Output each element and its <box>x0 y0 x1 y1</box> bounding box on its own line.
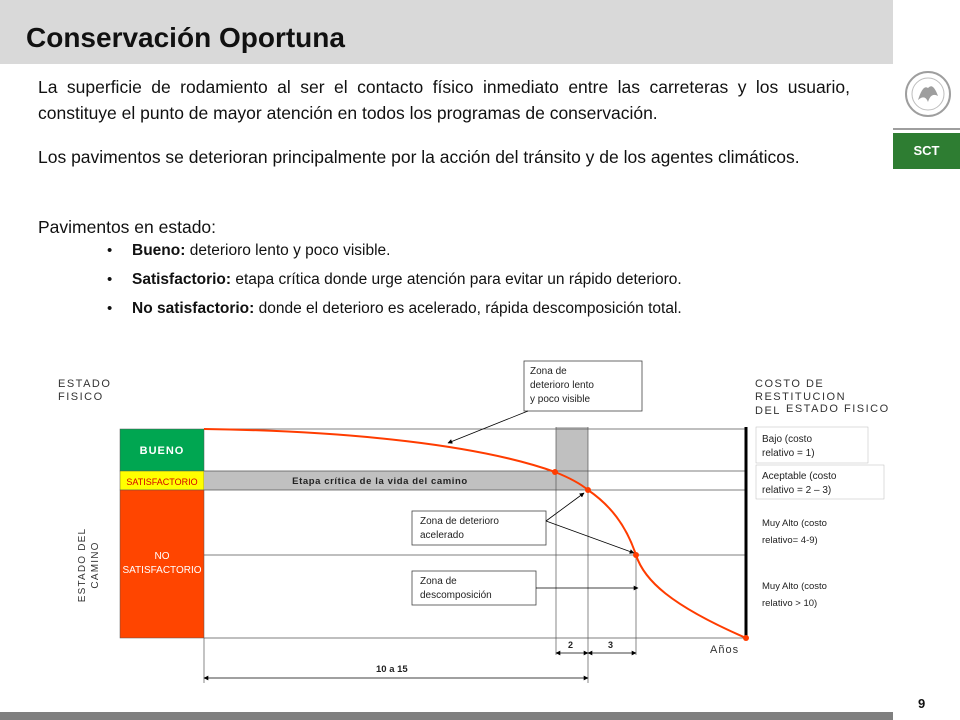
sct-logo: SCT <box>893 133 960 169</box>
callout-fast-arrow-2 <box>546 521 634 553</box>
page-title: Conservación Oportuna <box>26 22 345 53</box>
bullet-term: Bueno: <box>132 242 186 259</box>
critical-stage-label: Etapa crítica de la vida del camino <box>292 476 468 487</box>
paragraph-states: Pavimentos en estado: <box>38 217 217 237</box>
callout-slow-line3: y poco visible <box>530 394 591 405</box>
right-axis-title-4: ESTADO FISICO <box>786 403 890 415</box>
footer-bar <box>0 712 893 720</box>
bullet-no-satisfactorio <box>132 298 862 327</box>
eagle-seal-icon <box>903 66 953 126</box>
dim-label-10-15: 10 a 15 <box>376 664 408 675</box>
state-label-no-1: NO <box>154 551 170 562</box>
pavement-deterioration-diagram <box>50 355 910 685</box>
right-axis-title-1: COSTO DE <box>755 378 825 390</box>
cost-ok-line2: relativo = 2 – 3) <box>762 485 832 496</box>
left-axis-title-1: ESTADO <box>58 378 112 390</box>
bullet-satisfactorio <box>132 269 862 298</box>
right-axis-title-3: DEL <box>755 405 781 417</box>
cost-low-line1: Bajo (costo <box>762 434 813 445</box>
logo-divider <box>893 128 960 130</box>
page-number: 9 <box>918 696 926 711</box>
state-box-no-satisfactorio <box>120 490 204 638</box>
callout-fast-line2: acelerado <box>420 530 464 541</box>
callout-slow-line1: Zona de <box>530 366 567 377</box>
cost-ok-line1: Aceptable (costo <box>762 471 837 482</box>
curve-point <box>552 469 558 475</box>
curve-point <box>743 635 749 641</box>
cost-high-line1: Muy Alto (costo <box>762 518 827 529</box>
state-label-no-2: SATISFACTORIO <box>122 565 202 576</box>
callout-slow-line2: deterioro lento <box>530 380 594 391</box>
dim-label-3: 3 <box>608 640 614 650</box>
state-bullet-list <box>132 240 862 327</box>
bullet-term: No satisfactorio: <box>132 300 255 317</box>
bullet-term: Satisfactorio: <box>132 271 232 288</box>
bullet-text: etapa crítica donde urge atención para evitar un rápido deterioro. <box>231 271 682 288</box>
cost-low-line2: relativo = 1) <box>762 448 815 459</box>
bullet-text: donde el deterioro es acelerado, rápida descomposición total. <box>254 300 682 317</box>
vertical-label-1: ESTADO DEL <box>77 527 88 603</box>
paragraph-deterioration: Los pavimentos se deterioran principalmente por la acción del tránsito y de los agentes climáticos. <box>38 147 800 167</box>
vertical-label-2: CAMINO <box>90 541 101 589</box>
cost-vhigh-line2: relativo > 10) <box>762 598 818 609</box>
state-label-satisfactorio: SATISFACTORIO <box>126 477 198 487</box>
right-axis-title-2: RESTITUCION <box>755 391 847 403</box>
paragraph-surface: La superficie de rodamiento al ser el contacto físico inmediato entre las carreteras y los usuario, constituye el punto de mayor atención en todos los programas de conservación. <box>38 77 850 123</box>
callout-decomp-line1: Zona de <box>420 576 457 587</box>
years-label: Años <box>710 644 740 656</box>
cost-vhigh-line1: Muy Alto (costo <box>762 581 827 592</box>
cost-high-line2: relativo= 4-9) <box>762 535 818 546</box>
callout-decomp-line2: descomposición <box>420 590 492 601</box>
callout-fast-line1: Zona de deterioro <box>420 516 499 527</box>
dim-label-2: 2 <box>568 640 574 650</box>
bullet-bueno <box>132 240 862 269</box>
callout-fast-arrow-1 <box>546 493 584 521</box>
curve-point <box>585 487 591 493</box>
left-axis-title-2: FISICO <box>58 391 104 403</box>
state-label-bueno: BUENO <box>139 445 185 457</box>
bullet-text: deterioro lento y poco visible. <box>185 242 391 259</box>
callout-slow-arrow <box>448 411 528 443</box>
